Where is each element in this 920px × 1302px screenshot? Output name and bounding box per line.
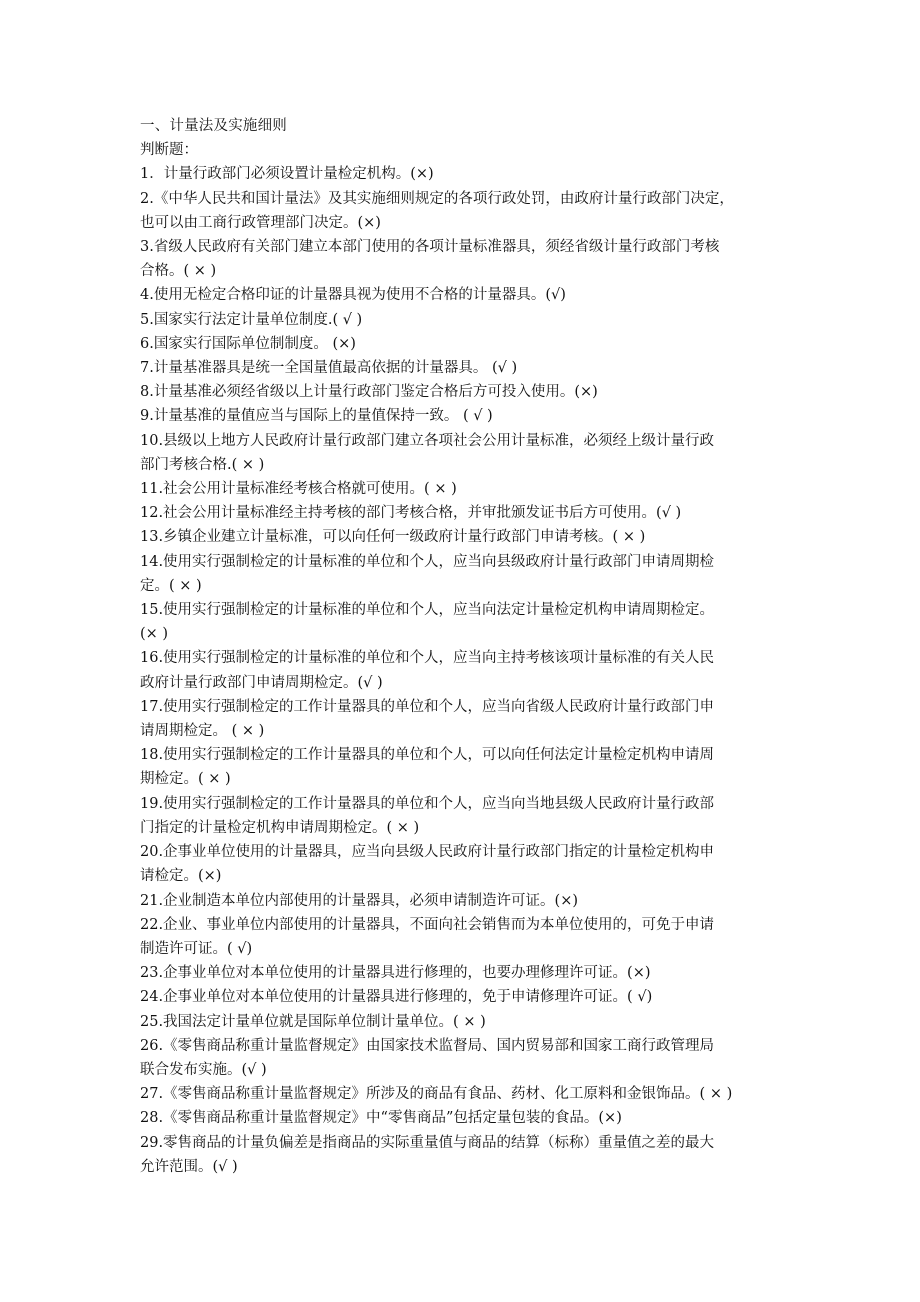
question-line: 合格。( × ): [140, 263, 217, 280]
question-line: 7.计量基准器具是统一全国量值最高依据的计量器具。 (√ ): [140, 360, 518, 377]
question-item: [140, 1131, 785, 1179]
question-line: 25.我国法定计量单位就是国际单位制计量单位。( × ): [140, 1013, 486, 1030]
question-line: 26.《零售商品称重计量监督规定》由国家技术监督局、国内贸易部和国家工商行政管理局: [140, 1037, 715, 1054]
question-line: 23.企事业单位对本单位使用的计量器具进行修理的，也要办理修理许可证。(×): [140, 965, 651, 982]
question-line: 20.企事业单位使用的计量器具，应当向县级人民政府计量行政部门指定的计量检定机构申: [140, 844, 715, 861]
section-title: 一、计量法及实施细则: [140, 118, 287, 134]
question-item: [140, 985, 785, 1009]
question-item: [140, 187, 785, 235]
question-item: [140, 1010, 785, 1034]
question-item: [140, 162, 785, 186]
question-item: [140, 695, 785, 743]
question-item: [140, 1082, 785, 1106]
question-line: 也可以由工商行政管理部门决定。(×): [140, 214, 381, 231]
question-line: 19.使用实行强制检定的工作计量器具的单位和个人，应当向当地县级人民政府计量行政部: [140, 795, 715, 812]
question-line: 请周期检定。 ( × ): [140, 723, 265, 740]
question-line: 17.使用实行强制检定的工作计量器具的单位和个人，应当向省级人民政府计量行政部门申: [140, 698, 715, 715]
question-item: [140, 1034, 785, 1082]
question-item: [140, 840, 785, 888]
question-item: [140, 332, 785, 356]
question-item: [140, 1106, 785, 1130]
question-line: 24.企事业单位对本单位使用的计量器具进行修理的，免于申请修理许可证。( √): [140, 989, 653, 1006]
question-item: [140, 646, 785, 694]
question-line: 门指定的计量检定机构申请周期检定。( × ): [140, 819, 420, 836]
question-line: 请检定。(×): [140, 868, 222, 885]
question-item: [140, 913, 785, 961]
question-item: [140, 477, 785, 501]
question-line: 联合发布实施。(√ ): [140, 1061, 267, 1078]
question-item: [140, 283, 785, 307]
question-line: 9.计量基准的量值应当与国际上的量值保持一致。 ( √ ): [140, 408, 493, 425]
question-line: 3.省级人民政府有关部门建立本部门使用的各项计量标准器具，须经省级计量行政部门考核: [140, 239, 720, 256]
question-line: 12.社会公用计量标准经主持考核的部门考核合格，并审批颁发证书后方可使用。(√ ): [140, 505, 682, 522]
question-line: 14.使用实行强制检定的计量标准的单位和个人，应当向县级政府计量行政部门申请周期检: [140, 553, 715, 570]
document-body: [140, 114, 785, 1179]
question-line: 10.县级以上地方人民政府计量行政部门建立各项社会公用计量标准，必须经上级计量行政: [140, 432, 715, 449]
question-item: [140, 792, 785, 840]
question-item: [140, 429, 785, 477]
question-line: 部门考核合格.( × ): [140, 456, 265, 473]
question-line: 15.使用实行强制检定的计量标准的单位和个人，应当向法定计量检定机构申请周期检定。: [140, 602, 715, 619]
question-line: (× ): [140, 626, 169, 643]
question-line: 允许范围。(√ ): [140, 1158, 238, 1175]
question-item: [140, 598, 785, 646]
question-item: [140, 308, 785, 332]
question-list: [140, 162, 785, 1179]
question-line: 期检定。( × ): [140, 771, 231, 788]
question-line: 28.《零售商品称重计量监督规定》中“零售商品”包括定量包装的食品。(×): [140, 1110, 622, 1127]
question-line: 政府计量行政部门申请周期检定。(√ ): [140, 674, 383, 691]
question-item: [140, 380, 785, 404]
question-line: 1．计量行政部门必须设置计量检定机构。(×): [140, 166, 434, 183]
question-item: [140, 961, 785, 985]
question-line: 5.国家实行法定计量单位制度.( √ ): [140, 311, 363, 328]
subtitle: 判断题：: [140, 142, 198, 159]
question-line: 29.零售商品的计量负偏差是指商品的实际重量值与商品的结算（标称）重量值之差的最大: [140, 1134, 715, 1151]
question-line: 制造许可证。( √): [140, 940, 253, 957]
question-line: 8.计量基准必须经省级以上计量行政部门鉴定合格后方可投入使用。(×): [140, 384, 598, 401]
question-item: [140, 889, 785, 913]
question-item: [140, 501, 785, 525]
question-item: [140, 356, 785, 380]
question-line: 18.使用实行强制检定的工作计量器具的单位和个人，可以向任何法定计量检定机构申请周: [140, 747, 715, 764]
question-line: 27.《零售商品称重计量监督规定》所涉及的商品有食品、药材、化工原料和金银饰品。( × ): [140, 1086, 733, 1103]
question-line: 2.《中华人民共和国计量法》及其实施细则规定的各项行政处罚，由政府计量行政部门决定，: [140, 190, 734, 207]
question-item: [140, 550, 785, 598]
question-line: 16.使用实行强制检定的计量标准的单位和个人，应当向主持考核该项计量标准的有关人民: [140, 650, 715, 667]
question-line: 21.企业制造本单位内部使用的计量器具，必须申请制造许可证。(×): [140, 892, 579, 909]
question-line: 定。( × ): [140, 577, 202, 594]
question-line: 11.社会公用计量标准经考核合格就可使用。( × ): [140, 481, 457, 498]
question-line: 22.企业、事业单位内部使用的计量器具，不面向社会销售而为本单位使用的，可免于申请: [140, 916, 715, 933]
question-item: [140, 743, 785, 791]
question-line: 4.使用无检定合格印证的计量器具视为使用不合格的计量器具。(√): [140, 287, 566, 304]
question-line: 13.乡镇企业建立计量标准，可以向任何一级政府计量行政部门申请考核。( × ): [140, 529, 646, 546]
question-item: [140, 525, 785, 549]
question-line: 6.国家实行国际单位制制度。 (×): [140, 335, 356, 352]
question-item: [140, 235, 785, 283]
question-item: [140, 404, 785, 428]
